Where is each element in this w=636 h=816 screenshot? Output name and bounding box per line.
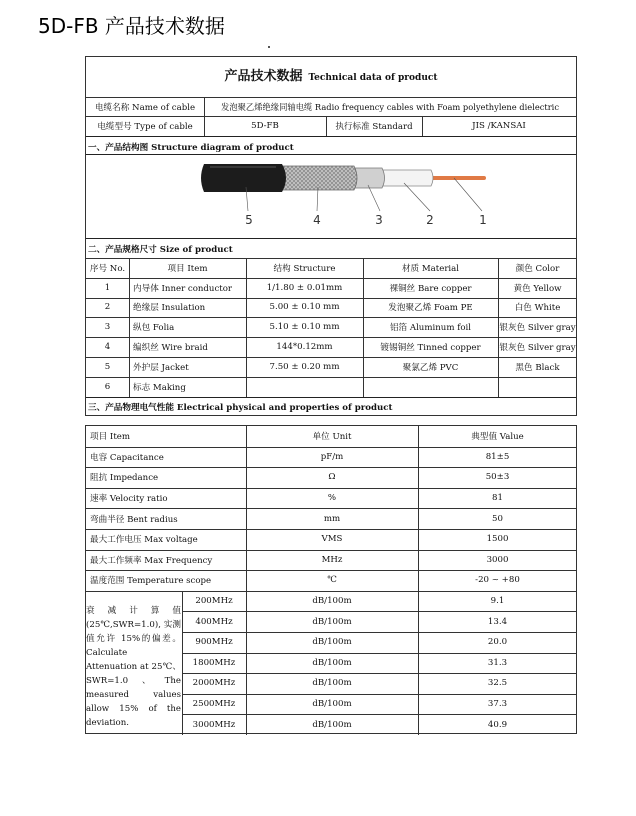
attenuation-cell: dB/100m — [312, 699, 352, 710]
diagram-label-4: 4 — [313, 213, 321, 227]
cable-type-value: 5D-FB — [251, 121, 279, 131]
size-cell: 5.10 ± 0.10 mm — [269, 322, 340, 333]
product-data-title — [86, 65, 576, 84]
size-cell: 颜色 Color — [515, 263, 560, 274]
electrical-cell: pF/m — [320, 451, 344, 462]
conductor-segment — [426, 176, 486, 180]
size-cell: 银灰色 Silver gray — [499, 343, 576, 354]
cable-type-label: 电缆型号 Type of cable — [97, 122, 193, 132]
standard-label: 执行标准 Standard — [335, 122, 413, 132]
size-cell: 1 — [104, 282, 111, 293]
attenuation-cell: 900MHz — [195, 637, 233, 648]
electrical-row — [86, 508, 576, 529]
title-zh: 产品技术数据 — [224, 69, 303, 84]
section-structure-title: 一、产品结构图 Structure diagram of product — [88, 143, 294, 153]
size-cell: 铝箔 Aluminum foil — [389, 323, 472, 334]
cable-name-value: 发泡聚乙烯绝缘同轴电缆 Radio frequency cables with Foam polyethylene dielectric — [221, 101, 559, 112]
attenuation-cell: 3000MHz — [192, 719, 236, 730]
electrical-cell: 3000 — [486, 554, 509, 565]
attenuation-cell: 2500MHz — [192, 699, 236, 710]
diagram-label-2: 2 — [426, 213, 434, 227]
electrical-row — [86, 529, 576, 550]
size-table-header — [86, 258, 576, 278]
attenuation-cell: 400MHz — [195, 616, 233, 627]
size-cell: 纵包 Folia — [133, 323, 175, 334]
size-cell: 144*0.12mm — [276, 342, 333, 353]
size-cell: 5.00 ± 0.10 mm — [269, 302, 340, 313]
size-cell: 白色 White — [514, 303, 561, 314]
attenuation-cell: 2000MHz — [192, 678, 236, 689]
size-cell: 外护层 Jacket — [133, 362, 189, 373]
size-cell: 4 — [104, 342, 111, 353]
electrical-cell: 81 — [492, 493, 503, 504]
attenuation-cell: 20.0 — [487, 637, 508, 648]
electrical-cell: % — [327, 493, 337, 504]
size-cell: 聚氯乙烯 PVC — [402, 362, 459, 373]
electrical-cell: 温度范围 Temperature scope — [90, 576, 212, 587]
electrical-row — [86, 488, 576, 509]
jacket-segment — [201, 164, 286, 192]
electrical-row — [86, 550, 576, 571]
electrical-cell: -20 ~ +80 — [475, 575, 520, 586]
electrical-cell: 电容 Capacitance — [90, 452, 164, 463]
size-table-row — [86, 357, 576, 377]
size-cell: 黑色 Black — [515, 362, 560, 373]
electrical-cell: MHz — [321, 554, 343, 565]
size-cell: 银灰色 Silver gray — [499, 323, 576, 334]
size-cell — [498, 377, 577, 397]
size-cell: 绝缘层 Insulation — [133, 303, 206, 314]
size-cell: 6 — [104, 381, 111, 392]
attenuation-cell: 1800MHz — [192, 657, 236, 668]
attenuation-cell: 200MHz — [195, 596, 233, 607]
electrical-cell: ℃ — [327, 575, 337, 586]
stray-dot — [268, 46, 270, 48]
attenuation-cell: dB/100m — [312, 678, 352, 689]
size-cell: 编织丝 Wire braid — [133, 343, 208, 354]
size-cell: 结构 Structure — [273, 263, 336, 274]
electrical-table — [85, 425, 577, 734]
electrical-cell: 弯曲半径 Bent radius — [90, 514, 178, 525]
electrical-cell: 阻抗 Impedance — [90, 473, 159, 484]
electrical-row — [86, 467, 576, 488]
attenuation-note: 衰减计算值(25℃,SWR=1.0), 实测值允许 15%的偏差。Calculate Attenuation at 25℃、SWR=1.0、The measured values allow 15% of the deviation. — [86, 606, 181, 728]
electrical-cell: VMS — [321, 534, 343, 545]
size-table-row — [86, 298, 576, 318]
attenuation-cell: dB/100m — [312, 616, 352, 627]
electrical-cell: 最大工作频率 Max Frequency — [90, 555, 213, 566]
size-cell: 内导体 Inner conductor — [133, 283, 233, 294]
diagram-label-1: 1 — [479, 213, 487, 227]
document-title: 5D-FB 产品技术数据 — [38, 14, 225, 38]
attenuation-cell: 31.3 — [487, 657, 508, 668]
size-cell: 7.50 ± 0.20 mm — [269, 361, 340, 372]
size-cell: 5 — [104, 361, 111, 372]
attenuation-cell: dB/100m — [312, 657, 352, 668]
size-cell: 镀锡铜丝 Tinned copper — [380, 343, 481, 354]
size-cell: 1/1.80 ± 0.01mm — [266, 282, 343, 293]
size-cell: 材质 Material — [401, 263, 460, 274]
size-cell: 项目 Item — [167, 263, 208, 274]
cable-name-row — [86, 97, 576, 116]
size-cell: 发泡聚乙烯 Foam PE — [388, 303, 473, 314]
electrical-row — [86, 447, 576, 468]
attenuation-cell: 13.4 — [487, 616, 508, 627]
attenuation-cell: 32.5 — [487, 678, 508, 689]
braid-segment — [276, 166, 357, 190]
size-cell: 2 — [104, 302, 111, 313]
size-cell: 标志 Making — [133, 382, 186, 393]
cable-structure-diagram — [86, 157, 576, 237]
diagram-label-3: 3 — [375, 213, 383, 227]
electrical-cell: mm — [323, 513, 341, 524]
electrical-header — [86, 426, 576, 447]
electrical-cell: 1500 — [486, 534, 509, 545]
attenuation-cell: 37.3 — [487, 699, 508, 710]
standard-value: JIS /KANSAI — [472, 121, 526, 131]
size-cell: 序号 No. — [89, 263, 126, 274]
size-table-row — [86, 377, 576, 397]
size-cell: 裸铜丝 Bare copper — [389, 283, 472, 294]
electrical-cell: Ω — [328, 472, 336, 483]
electrical-cell: 50 — [492, 513, 503, 524]
electrical-cell: 单位 Unit — [312, 432, 352, 443]
section-size-title: 二、产品规格尺寸 Size of product — [88, 245, 233, 255]
diagram-label-5: 5 — [245, 213, 253, 227]
size-table-row — [86, 278, 576, 298]
size-cell — [363, 377, 498, 397]
size-cell: 黄色 Yellow — [513, 283, 562, 294]
electrical-cell: 速率 Velocity ratio — [90, 494, 168, 505]
electrical-cell: 最大工作电压 Max voltage — [90, 535, 198, 546]
attenuation-cell: dB/100m — [312, 596, 352, 607]
product-spec-frame — [85, 56, 577, 416]
size-table-row — [86, 317, 576, 337]
electrical-cell: 50±3 — [485, 472, 510, 483]
size-cell — [246, 377, 363, 397]
electrical-cell: 典型值 Value — [471, 432, 524, 443]
size-table-row — [86, 337, 576, 357]
size-cell: 3 — [104, 322, 111, 333]
attenuation-cell: 40.9 — [487, 719, 508, 730]
attenuation-cell: 9.1 — [490, 596, 505, 607]
cable-type-row — [86, 116, 576, 136]
electrical-cell: 81±5 — [485, 451, 510, 462]
cable-name-label: 电缆名称 Name of cable — [94, 102, 196, 113]
electrical-row — [86, 570, 576, 591]
title-en: Technical data of product — [308, 73, 438, 83]
section-electrical-title: 三、产品物理电气性能 Electrical physical and properties of product — [88, 403, 393, 413]
size-table — [86, 258, 576, 397]
attenuation-cell: dB/100m — [312, 719, 352, 730]
electrical-cell: 项目 Item — [90, 432, 131, 443]
attenuation-cell: dB/100m — [312, 637, 352, 648]
